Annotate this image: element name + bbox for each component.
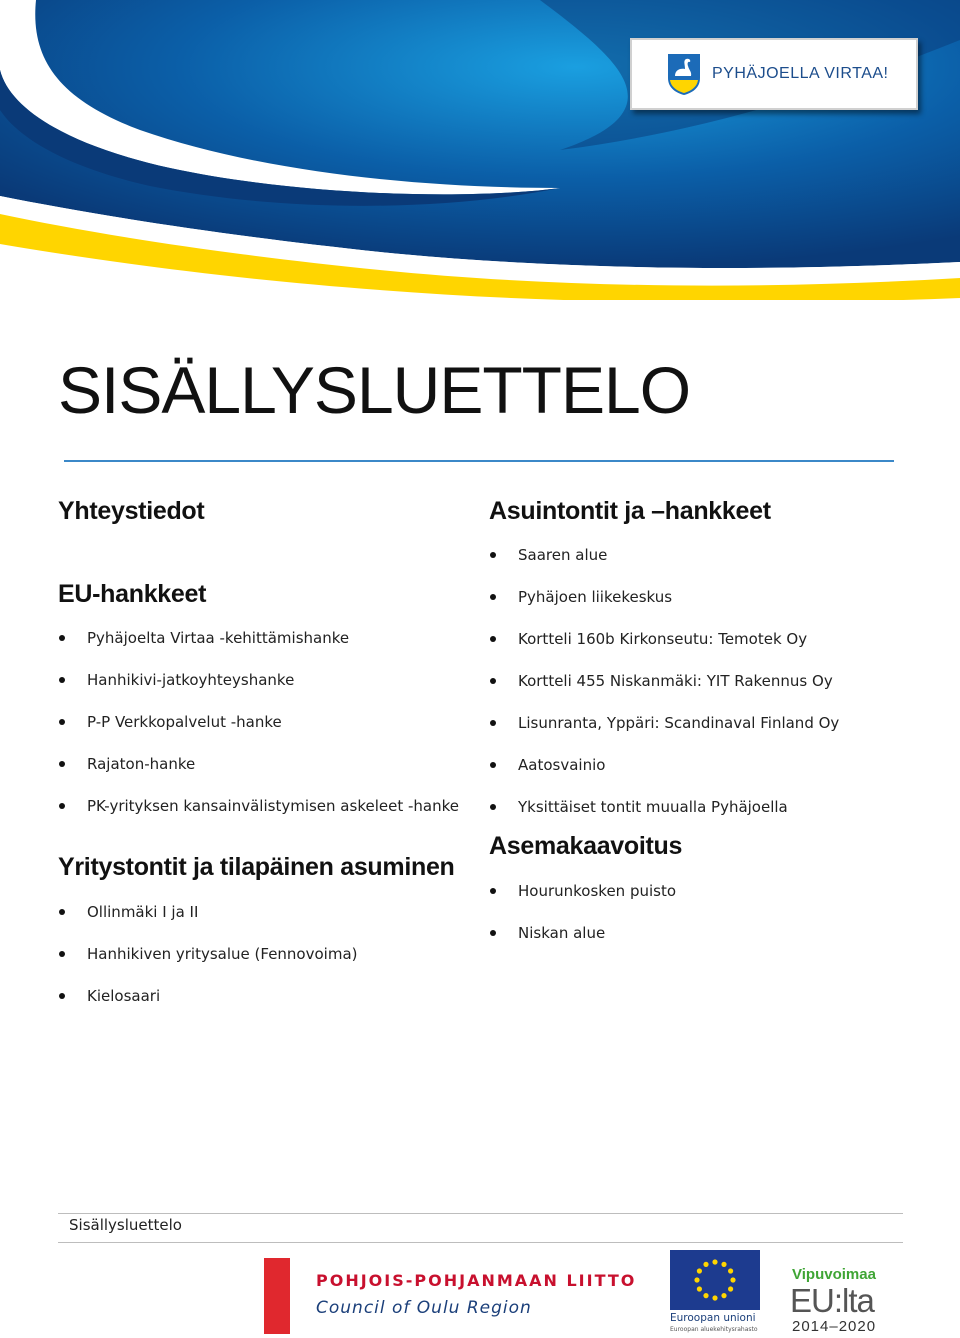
list-item: Rajaton-hanke [58, 754, 459, 796]
eu-projects-list [58, 628, 459, 838]
zoning-list [489, 881, 676, 965]
list-item: Pyhäjoen liikekeskus [489, 587, 839, 629]
housing-plots-list [489, 545, 839, 839]
footer-section-label: Sisällysluettelo [69, 1216, 182, 1234]
bullet-icon [490, 636, 496, 642]
page-title: SISÄLLYSLUETTELO [58, 353, 691, 427]
ppl-name-fi: POHJOIS-POHJANMAAN LIITTO [316, 1271, 637, 1290]
heading-business-plots: Yritystontit ja tilapäinen asuminen [58, 853, 455, 881]
bullet-icon [490, 762, 496, 768]
heading-eu-projects: EU-hankkeet [58, 580, 207, 608]
bullet-icon [59, 803, 65, 809]
heading-zoning: Asemakaavoitus [489, 832, 683, 860]
bullet-icon [490, 888, 496, 894]
list-item: Saaren alue [489, 545, 839, 587]
list-item: Kortteli 455 Niskanmäki: YIT Rakennus Oy [489, 671, 839, 713]
list-item: Kielosaari [58, 986, 358, 1028]
bullet-icon [59, 635, 65, 641]
vipuvoimaa-eulta-logo [790, 1266, 900, 1336]
list-item: PK-yrityksen kansainvälistymisen askeleet -hanke [58, 796, 459, 838]
list-item: Hanhikivi-jatkoyhteyshanke [58, 670, 459, 712]
bullet-icon [490, 594, 496, 600]
bullet-icon [59, 951, 65, 957]
list-item: Ollinmäki I ja II [58, 902, 358, 944]
business-plots-list [58, 902, 358, 1028]
eu-flag-icon [670, 1250, 760, 1310]
council-of-oulu-region-logo [264, 1258, 654, 1334]
list-item: Yksittäiset tontit muualla Pyhäjoella [489, 797, 839, 839]
list-item: Kortteli 160b Kirkonseutu: Temotek Oy [489, 629, 839, 671]
bullet-icon [490, 804, 496, 810]
bullet-icon [59, 761, 65, 767]
bullet-icon [59, 677, 65, 683]
bullet-icon [490, 552, 496, 558]
heading-contacts: Yhteystiedot [58, 497, 205, 525]
ppl-name-en: Council of Oulu Region [316, 1298, 532, 1318]
title-divider [64, 460, 894, 462]
bullet-icon [59, 719, 65, 725]
eu-logo [670, 1250, 762, 1334]
eu-label: Euroopan unioni [670, 1312, 756, 1324]
list-item: Hourunkosken puisto [489, 881, 676, 923]
eu-fund-label: Euroopan aluekehitysrahasto [670, 1326, 758, 1333]
footer-top-rule [58, 1213, 903, 1214]
list-item: Niskan alue [489, 923, 676, 965]
swan-crest-icon [666, 52, 702, 96]
bullet-icon [59, 909, 65, 915]
footer-bottom-rule [58, 1242, 903, 1243]
brand-slogan: PYHÄJOELLA VIRTAA! [712, 65, 889, 82]
list-item: Hanhikiven yritysalue (Fennovoima) [58, 944, 358, 986]
vip-line-3: 2014–2020 [792, 1318, 877, 1335]
list-item: P-P Verkkopalvelut -hanke [58, 712, 459, 754]
red-bar-icon [264, 1258, 290, 1334]
list-item: Lisunranta, Yppäri: Scandinaval Finland Oy [489, 713, 839, 755]
heading-housing-plots: Asuintontit ja –hankkeet [489, 497, 771, 525]
brand-logo-box [630, 38, 918, 110]
bullet-icon [59, 993, 65, 999]
list-item: Pyhäjoelta Virtaa -kehittämishanke [58, 628, 459, 670]
list-item: Aatosvainio [489, 755, 839, 797]
vip-line-1: Vipuvoimaa [792, 1266, 876, 1283]
bullet-icon [490, 930, 496, 936]
bullet-icon [490, 678, 496, 684]
bullet-icon [490, 720, 496, 726]
vip-line-2: EU:lta [790, 1282, 874, 1319]
